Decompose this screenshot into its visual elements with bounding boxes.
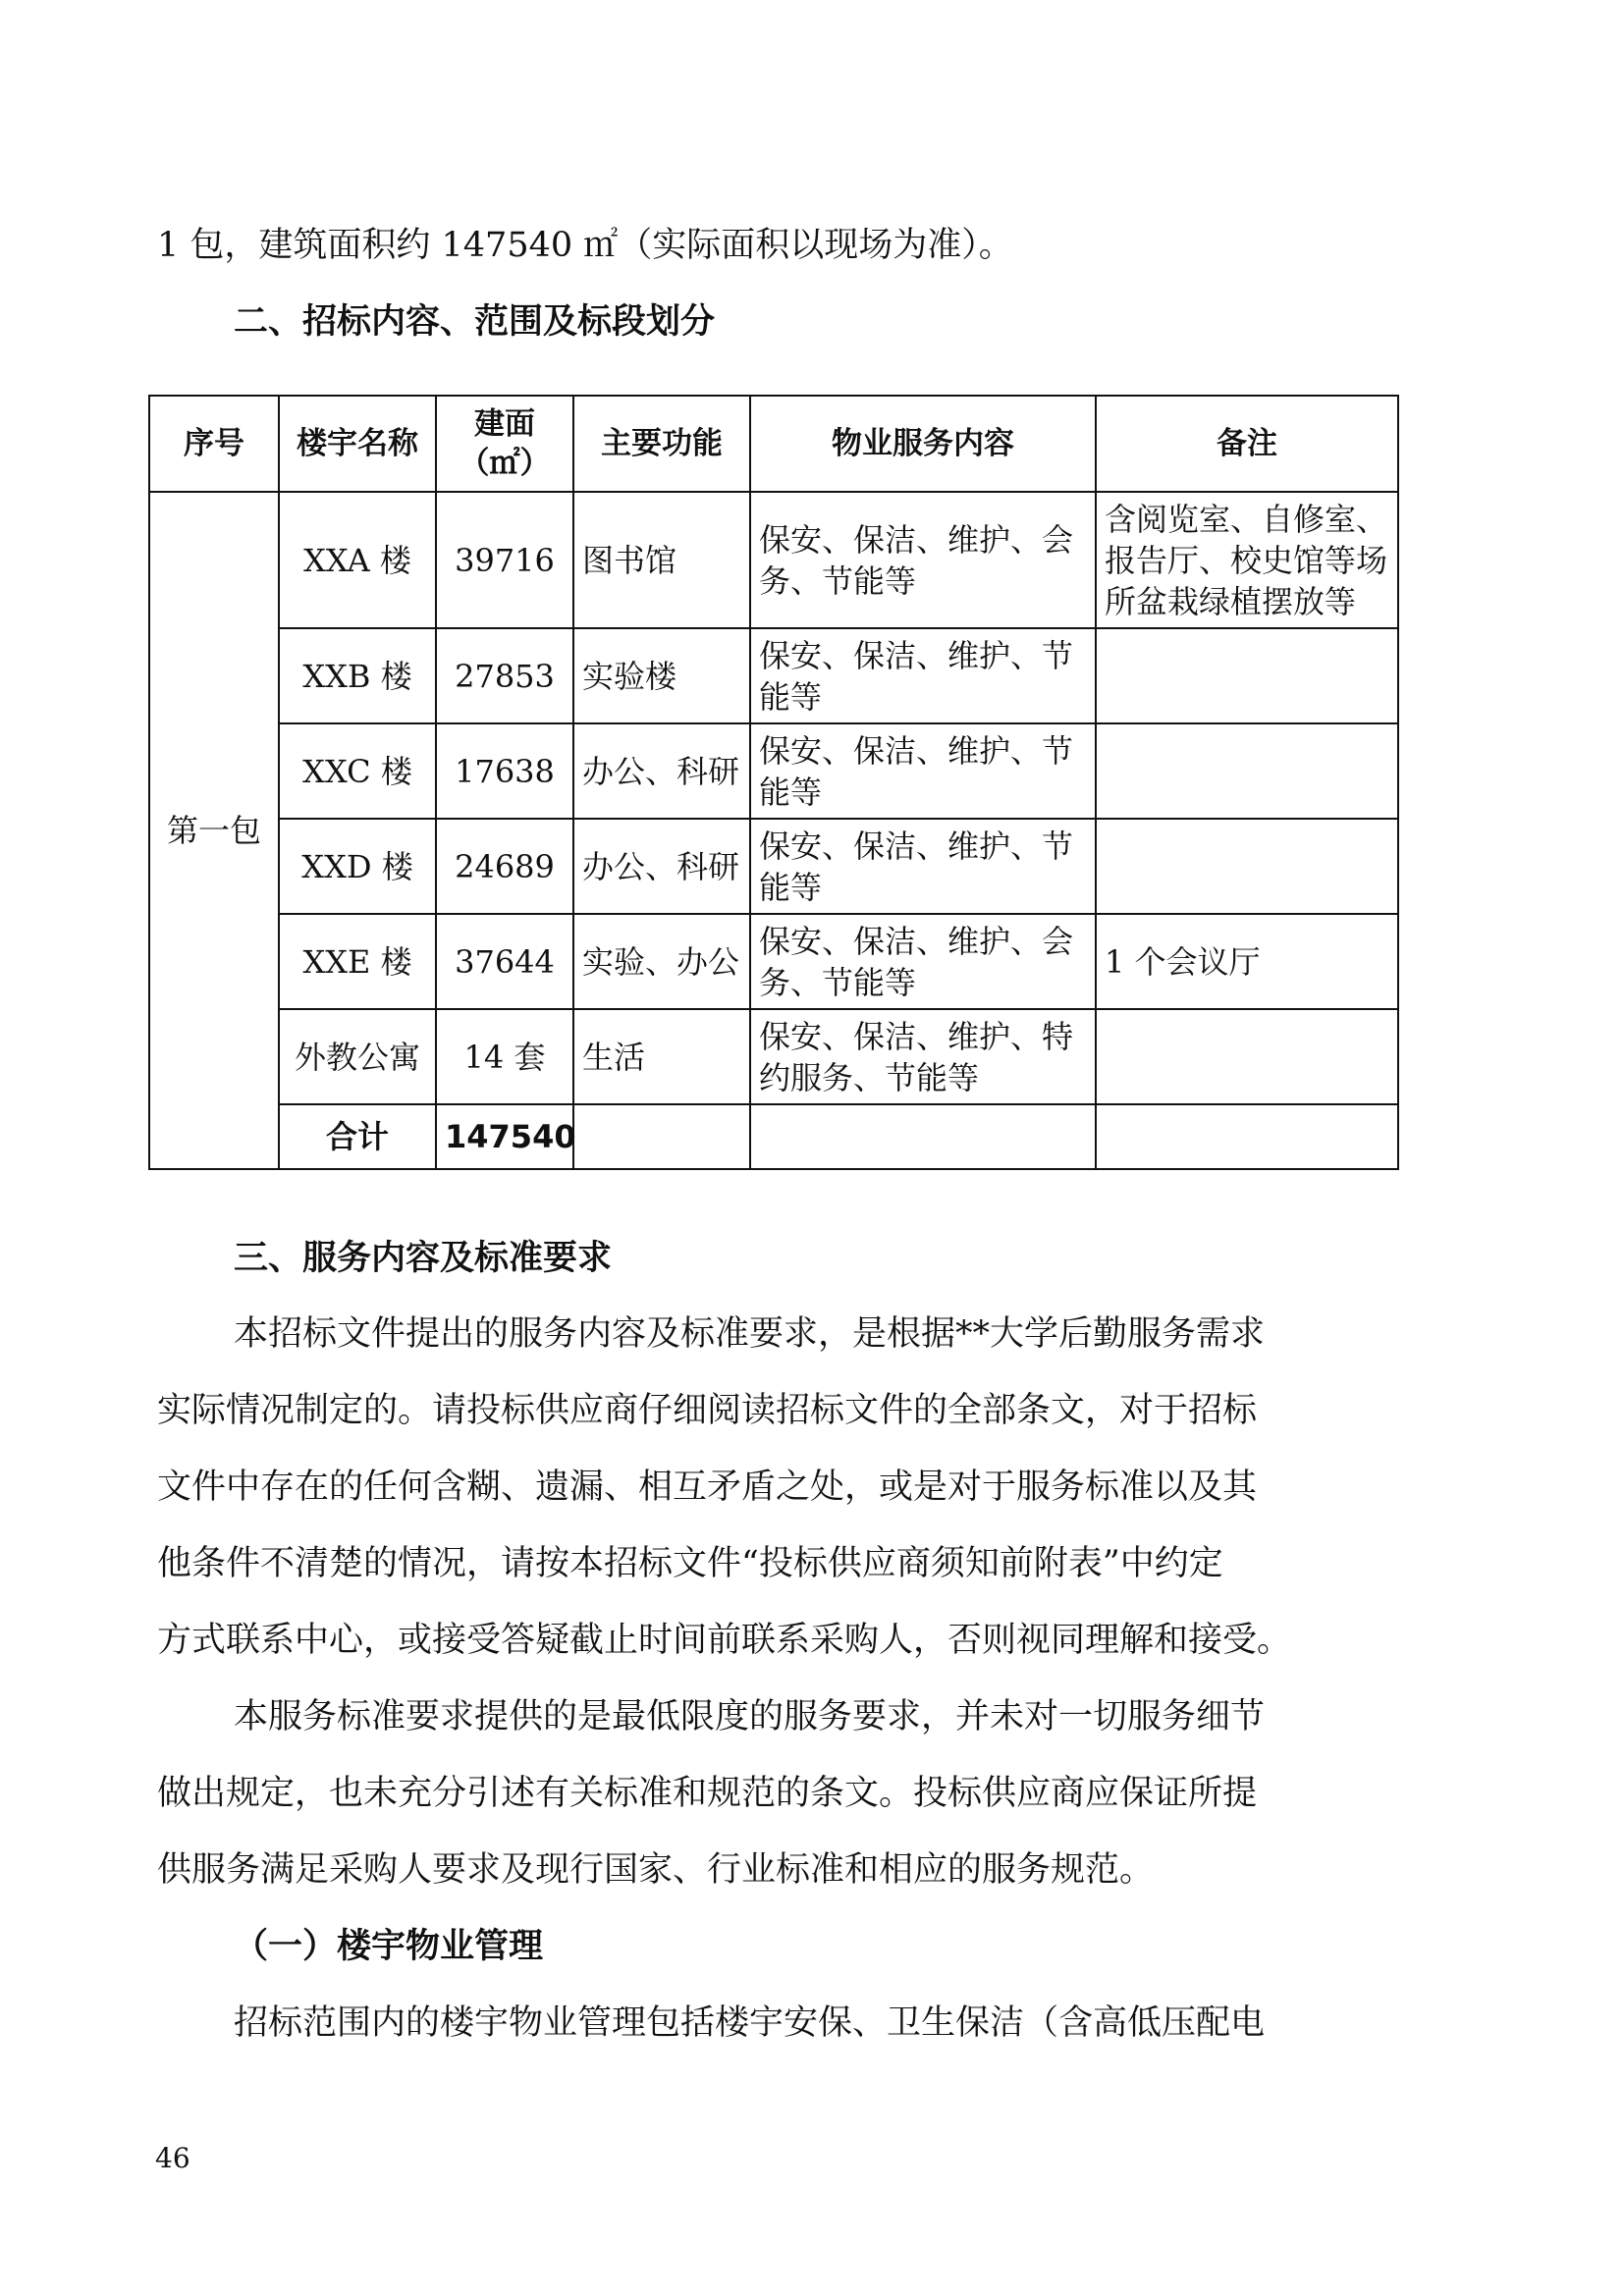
intro-text: 1 包，建筑面积约 147540 ㎡（实际面积以现场为准）。 bbox=[157, 226, 1013, 265]
total-label: 合计 bbox=[279, 1104, 436, 1169]
paragraph-line: 方式联系中心，或接受答疑截止时间前联系采购人，否则视同理解和接受。 bbox=[157, 1621, 1292, 1660]
building-area: 24689 bbox=[436, 819, 573, 914]
intro-line bbox=[157, 222, 1013, 269]
building-area: 14 套 bbox=[436, 1009, 573, 1104]
remark: 1 个会议厅 bbox=[1096, 914, 1398, 1009]
building-name: 外教公寓 bbox=[279, 1009, 436, 1104]
empty-cell bbox=[573, 1104, 750, 1169]
header-note: 备注 bbox=[1096, 396, 1398, 492]
building-function: 实验、办公 bbox=[573, 914, 750, 1009]
header-function: 主要功能 bbox=[573, 396, 750, 492]
header-service: 物业服务内容 bbox=[750, 396, 1096, 492]
subsection-1-heading: （一）楼宇物业管理 bbox=[234, 1927, 544, 1966]
building-area: 27853 bbox=[436, 628, 573, 723]
building-function: 办公、科研 bbox=[573, 819, 750, 914]
header-area-line1: 建面 bbox=[474, 406, 535, 442]
table-row bbox=[149, 492, 1398, 628]
service-content: 保安、保洁、维护、节能等 bbox=[750, 723, 1096, 819]
remark: 含阅览室、自修室、报告厅、校史馆等场所盆栽绿植摆放等 bbox=[1096, 492, 1398, 628]
building-name: XXC 楼 bbox=[279, 723, 436, 819]
remark bbox=[1096, 628, 1398, 723]
paragraph-line: 做出规定，也未充分引述有关标准和规范的条文。投标供应商应保证所提 bbox=[157, 1774, 1258, 1813]
header-building-name: 楼宇名称 bbox=[279, 396, 436, 492]
bid-scope-table bbox=[148, 395, 1399, 1170]
header-area bbox=[436, 396, 573, 492]
building-function: 实验楼 bbox=[573, 628, 750, 723]
remark bbox=[1096, 1009, 1398, 1104]
section-2-heading: 二、招标内容、范围及标段划分 bbox=[234, 302, 716, 342]
building-area: 37644 bbox=[436, 914, 573, 1009]
building-name: XXB 楼 bbox=[279, 628, 436, 723]
building-function: 图书馆 bbox=[573, 492, 750, 628]
paragraph-line: 他条件不清楚的情况，请按本招标文件“投标供应商须知前附表”中约定 bbox=[157, 1544, 1223, 1583]
building-name: XXA 楼 bbox=[279, 492, 436, 628]
paragraph-line: 实际情况制定的。请投标供应商仔细阅读招标文件的全部条文，对于招标 bbox=[157, 1391, 1258, 1430]
service-content: 保安、保洁、维护、节能等 bbox=[750, 819, 1096, 914]
table-header-row bbox=[149, 396, 1398, 492]
building-function: 生活 bbox=[573, 1009, 750, 1104]
table-total-row bbox=[149, 1104, 1398, 1169]
page-number: 46 bbox=[155, 2142, 190, 2174]
total-value: 147540 bbox=[436, 1104, 573, 1169]
building-area: 17638 bbox=[436, 723, 573, 819]
building-name: XXD 楼 bbox=[279, 819, 436, 914]
table-row bbox=[149, 628, 1398, 723]
service-content: 保安、保洁、维护、节能等 bbox=[750, 628, 1096, 723]
empty-cell bbox=[750, 1104, 1096, 1169]
paragraph-line: 供服务满足采购人要求及现行国家、行业标准和相应的服务规范。 bbox=[157, 1850, 1155, 1890]
paragraph-line: 本服务标准要求提供的是最低限度的服务要求，并未对一切服务细节 bbox=[234, 1697, 1266, 1736]
remark bbox=[1096, 723, 1398, 819]
empty-cell bbox=[1096, 1104, 1398, 1169]
table-row bbox=[149, 1009, 1398, 1104]
header-index: 序号 bbox=[149, 396, 279, 492]
paragraph-line: 本招标文件提出的服务内容及标准要求，是根据**大学后勤服务需求 bbox=[234, 1314, 1266, 1354]
section-3-heading: 三、服务内容及标准要求 bbox=[234, 1239, 613, 1278]
paragraph-line: 招标范围内的楼宇物业管理包括楼宇安保、卫生保洁（含高低压配电 bbox=[234, 2003, 1266, 2043]
building-name: XXE 楼 bbox=[279, 914, 436, 1009]
service-content: 保安、保洁、维护、特约服务、节能等 bbox=[750, 1009, 1096, 1104]
table-row bbox=[149, 914, 1398, 1009]
group-label: 第一包 bbox=[149, 492, 279, 1169]
building-area: 39716 bbox=[436, 492, 573, 628]
remark bbox=[1096, 819, 1398, 914]
paragraph-line: 文件中存在的任何含糊、遗漏、相互矛盾之处，或是对于服务标准以及其 bbox=[157, 1468, 1258, 1507]
service-content: 保安、保洁、维护、会务、节能等 bbox=[750, 914, 1096, 1009]
table-row bbox=[149, 723, 1398, 819]
table-row bbox=[149, 819, 1398, 914]
header-area-line2: （㎡） bbox=[459, 446, 551, 481]
service-content: 保安、保洁、维护、会务、节能等 bbox=[750, 492, 1096, 628]
building-function: 办公、科研 bbox=[573, 723, 750, 819]
